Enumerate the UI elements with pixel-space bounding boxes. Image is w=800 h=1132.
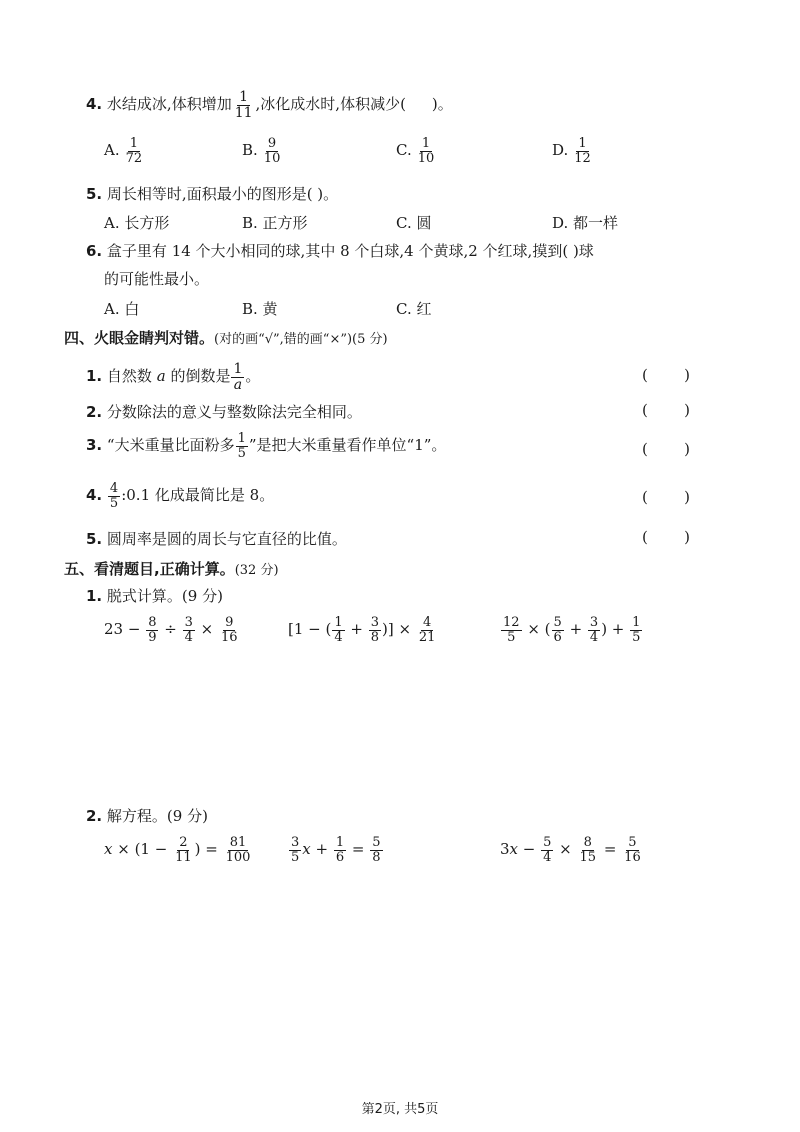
section-note: (32 分) — [234, 563, 279, 578]
answer-blank-1[interactable]: ( ) — [642, 366, 690, 384]
expression-1: 23 − $\frac{8}{9}$ ÷ $\frac{3}{4}$ × $\frac{9}{16}$ — [104, 615, 238, 645]
option-d[interactable]: D. 都一样 — [552, 214, 619, 232]
question-text-line2: 的可能性最小。 — [104, 270, 210, 288]
option-d[interactable]: D. $\frac{1}{12}$ — [552, 136, 591, 166]
question-number: 4. — [86, 95, 103, 114]
section-title: 五、看清题目,正确计算。 — [64, 560, 235, 578]
judge-item-5: 5. 圆周率是圆的周长与它直径的比值。 — [86, 530, 347, 548]
fraction: $\frac{1}{11}$ — [234, 89, 253, 121]
page-number: 第2页, 共5页 — [361, 1102, 439, 1117]
section-title: 四、火眼金睛判对错。 — [64, 329, 215, 347]
section-note: (对的画“√”,错的画“×”)(5 分) — [214, 332, 388, 347]
equation-2: $\frac{3}{5}$ x + $\frac{1}{6}$ = $\frac{5}{8}$ — [291, 835, 381, 865]
judge-item-4: 4. $\frac{4}{5}$ :0.1 化成最简比是 8。 — [86, 481, 275, 511]
option-b[interactable]: B. $\frac{9}{10}$ — [242, 136, 281, 166]
expression-2: [1 − ( $\frac{1}{4}$ + $\frac{3}{8}$ )] × $\frac{4}{21}$ — [288, 615, 436, 645]
question-4 — [86, 90, 453, 120]
option-c[interactable]: C. 红 — [396, 300, 432, 318]
option-a[interactable]: A. 长方形 — [104, 214, 170, 232]
question-number: 6. — [86, 242, 103, 260]
expression-3: $\frac{12}{5}$ × ( $\frac{5}{6}$ + $\frac{3}{4}$ ) + $\frac{1}{5}$ — [503, 615, 641, 645]
judge-item-3: 3. “大米重量比面粉多 $\frac{1}{5}$ ”是把大米重量看作单位“1”。 — [86, 431, 447, 461]
section-4-header — [64, 327, 388, 348]
question-6 — [86, 240, 594, 261]
question-text: )。 — [431, 95, 453, 114]
option-b[interactable]: B. 黄 — [242, 300, 278, 318]
question-text: 水结成冰,体积增加 — [106, 95, 232, 114]
option-a[interactable]: A. 白 — [104, 300, 140, 318]
equation-1: x × (1 − $\frac{2}{11}$ ) = $\frac{81}{100}$ — [104, 835, 251, 865]
question-text: ,冰化成水时,体积减少( — [255, 95, 406, 114]
answer-blank-2[interactable]: ( ) — [642, 401, 690, 419]
section-5-header — [64, 558, 279, 579]
judge-item-2: 2. 分数除法的意义与整数除法完全相同。 — [86, 403, 362, 421]
sub-question-1: 1. 脱式计算。(9 分) — [86, 587, 223, 605]
option-a[interactable]: A. $\frac{1}{72}$ — [104, 136, 143, 166]
equation-3: 3x − $\frac{5}{4}$ × $\frac{8}{15}$ = $\frac{5}{16}$ — [500, 835, 641, 865]
question-number: 5. — [86, 185, 103, 203]
option-c[interactable]: C. $\frac{1}{10}$ — [396, 136, 435, 166]
question-5 — [86, 183, 338, 204]
answer-blank-4[interactable]: ( ) — [642, 488, 690, 506]
option-b[interactable]: B. 正方形 — [242, 214, 308, 232]
answer-blank-5[interactable]: ( ) — [642, 528, 690, 546]
option-c[interactable]: C. 圆 — [396, 214, 432, 232]
sub-question-2: 2. 解方程。(9 分) — [86, 807, 208, 825]
judge-item-1: 1. 自然数 a 的倒数是 $\frac{1}{a}$ 。 — [86, 361, 261, 393]
question-text: 盒子里有 14 个大小相同的球,其中 8 个白球,4 个黄球,2 个红球,摸到( )球 — [106, 242, 594, 260]
question-text: 周长相等时,面积最小的图形是( )。 — [106, 185, 339, 203]
answer-blank-3[interactable]: ( ) — [642, 440, 690, 458]
